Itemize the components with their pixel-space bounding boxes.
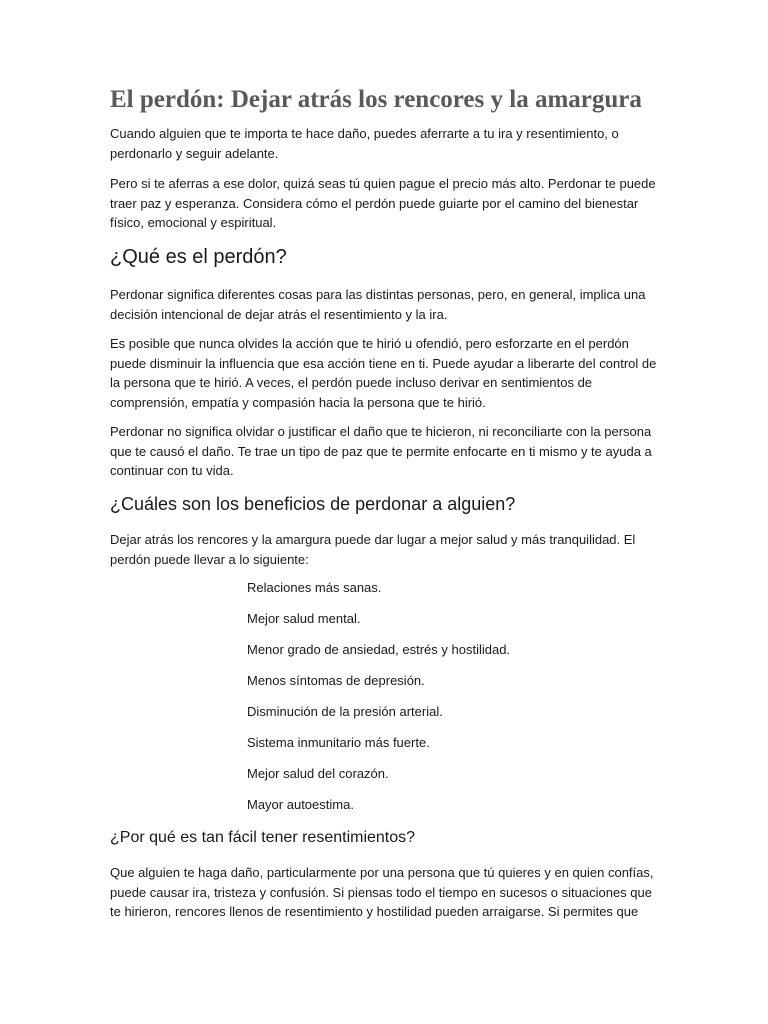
list-item: Relaciones más sanas. [247,580,382,595]
list-item: Mayor autoestima. [247,797,354,812]
section-heading-beneficios: ¿Cuáles son los beneficios de perdonar a alguien? [110,494,516,514]
benefits-list [247,576,510,824]
list-item: Mejor salud del corazón. [247,766,389,781]
document-title: El perdón: Dejar atrás los rencores y la amargura [110,86,642,113]
list-item: Disminución de la presión arterial. [247,704,443,719]
list-item: Menos síntomas de depresión. [247,673,425,688]
list-item: Mejor salud mental. [247,611,361,626]
section-heading-que-es-el-perdon: ¿Qué es el perdón? [110,246,287,268]
intro-paragraph-1: Cuando alguien que te importa te hace daño, puedes aferrarte a tu ira y resentimiento, o perdonarlo y seguir adelante. [110,126,619,161]
section-3-paragraph-1: Que alguien te haga daño, particularmente por una persona que tú quieres y en quien confías, puede causar ira, tristeza y confusión. Si piensas todo el tiempo en sucesos o situaciones que te hirieron, rencores llenos de resentimiento y hostilidad pueden arraigarse. Si permites que [110,865,654,919]
section-2-paragraph-1: Dejar atrás los rencores y la amargura puede dar lugar a mejor salud y más tranquilidad. El perdón puede llevar a lo siguiente: [110,532,636,567]
intro-paragraph-2: Pero si te aferras a ese dolor, quizá seas tú quien pague el precio más alto. Perdonar te puede traer paz y esperanza. Considera cómo el perdón puede guiarte por el camino del bienestar físico, emocional y espiritual. [110,176,656,230]
list-item: Sistema inmunitario más fuerte. [247,735,430,750]
section-1-paragraph-1: Perdonar significa diferentes cosas para las distintas personas, pero, en general, implica una decisión intencional de dejar atrás el resentimiento y la ira. [110,287,646,322]
section-1-paragraph-3: Perdonar no significa olvidar o justificar el daño que te hicieron, ni reconciliarte con la persona que te causó el daño. Te trae un tipo de paz que te permite enfocarte en ti mismo y te ayuda a continuar con tu vida. [110,424,652,478]
section-heading-resentimientos: ¿Por qué es tan fácil tener resentimientos? [110,829,416,846]
list-item: Menor grado de ansiedad, estrés y hostilidad. [247,642,511,657]
section-1-paragraph-2: Es posible que nunca olvides la acción que te hirió u ofendió, pero esforzarte en el perdón puede disminuir la influencia que esa acción tiene en ti. Puede ayudar a liberarte del control de la persona que te hirió. A veces, el perdón puede incluso derivar en sentimientos de comprensión, empatía y compasión hacia la persona que te hirió. [110,336,657,410]
